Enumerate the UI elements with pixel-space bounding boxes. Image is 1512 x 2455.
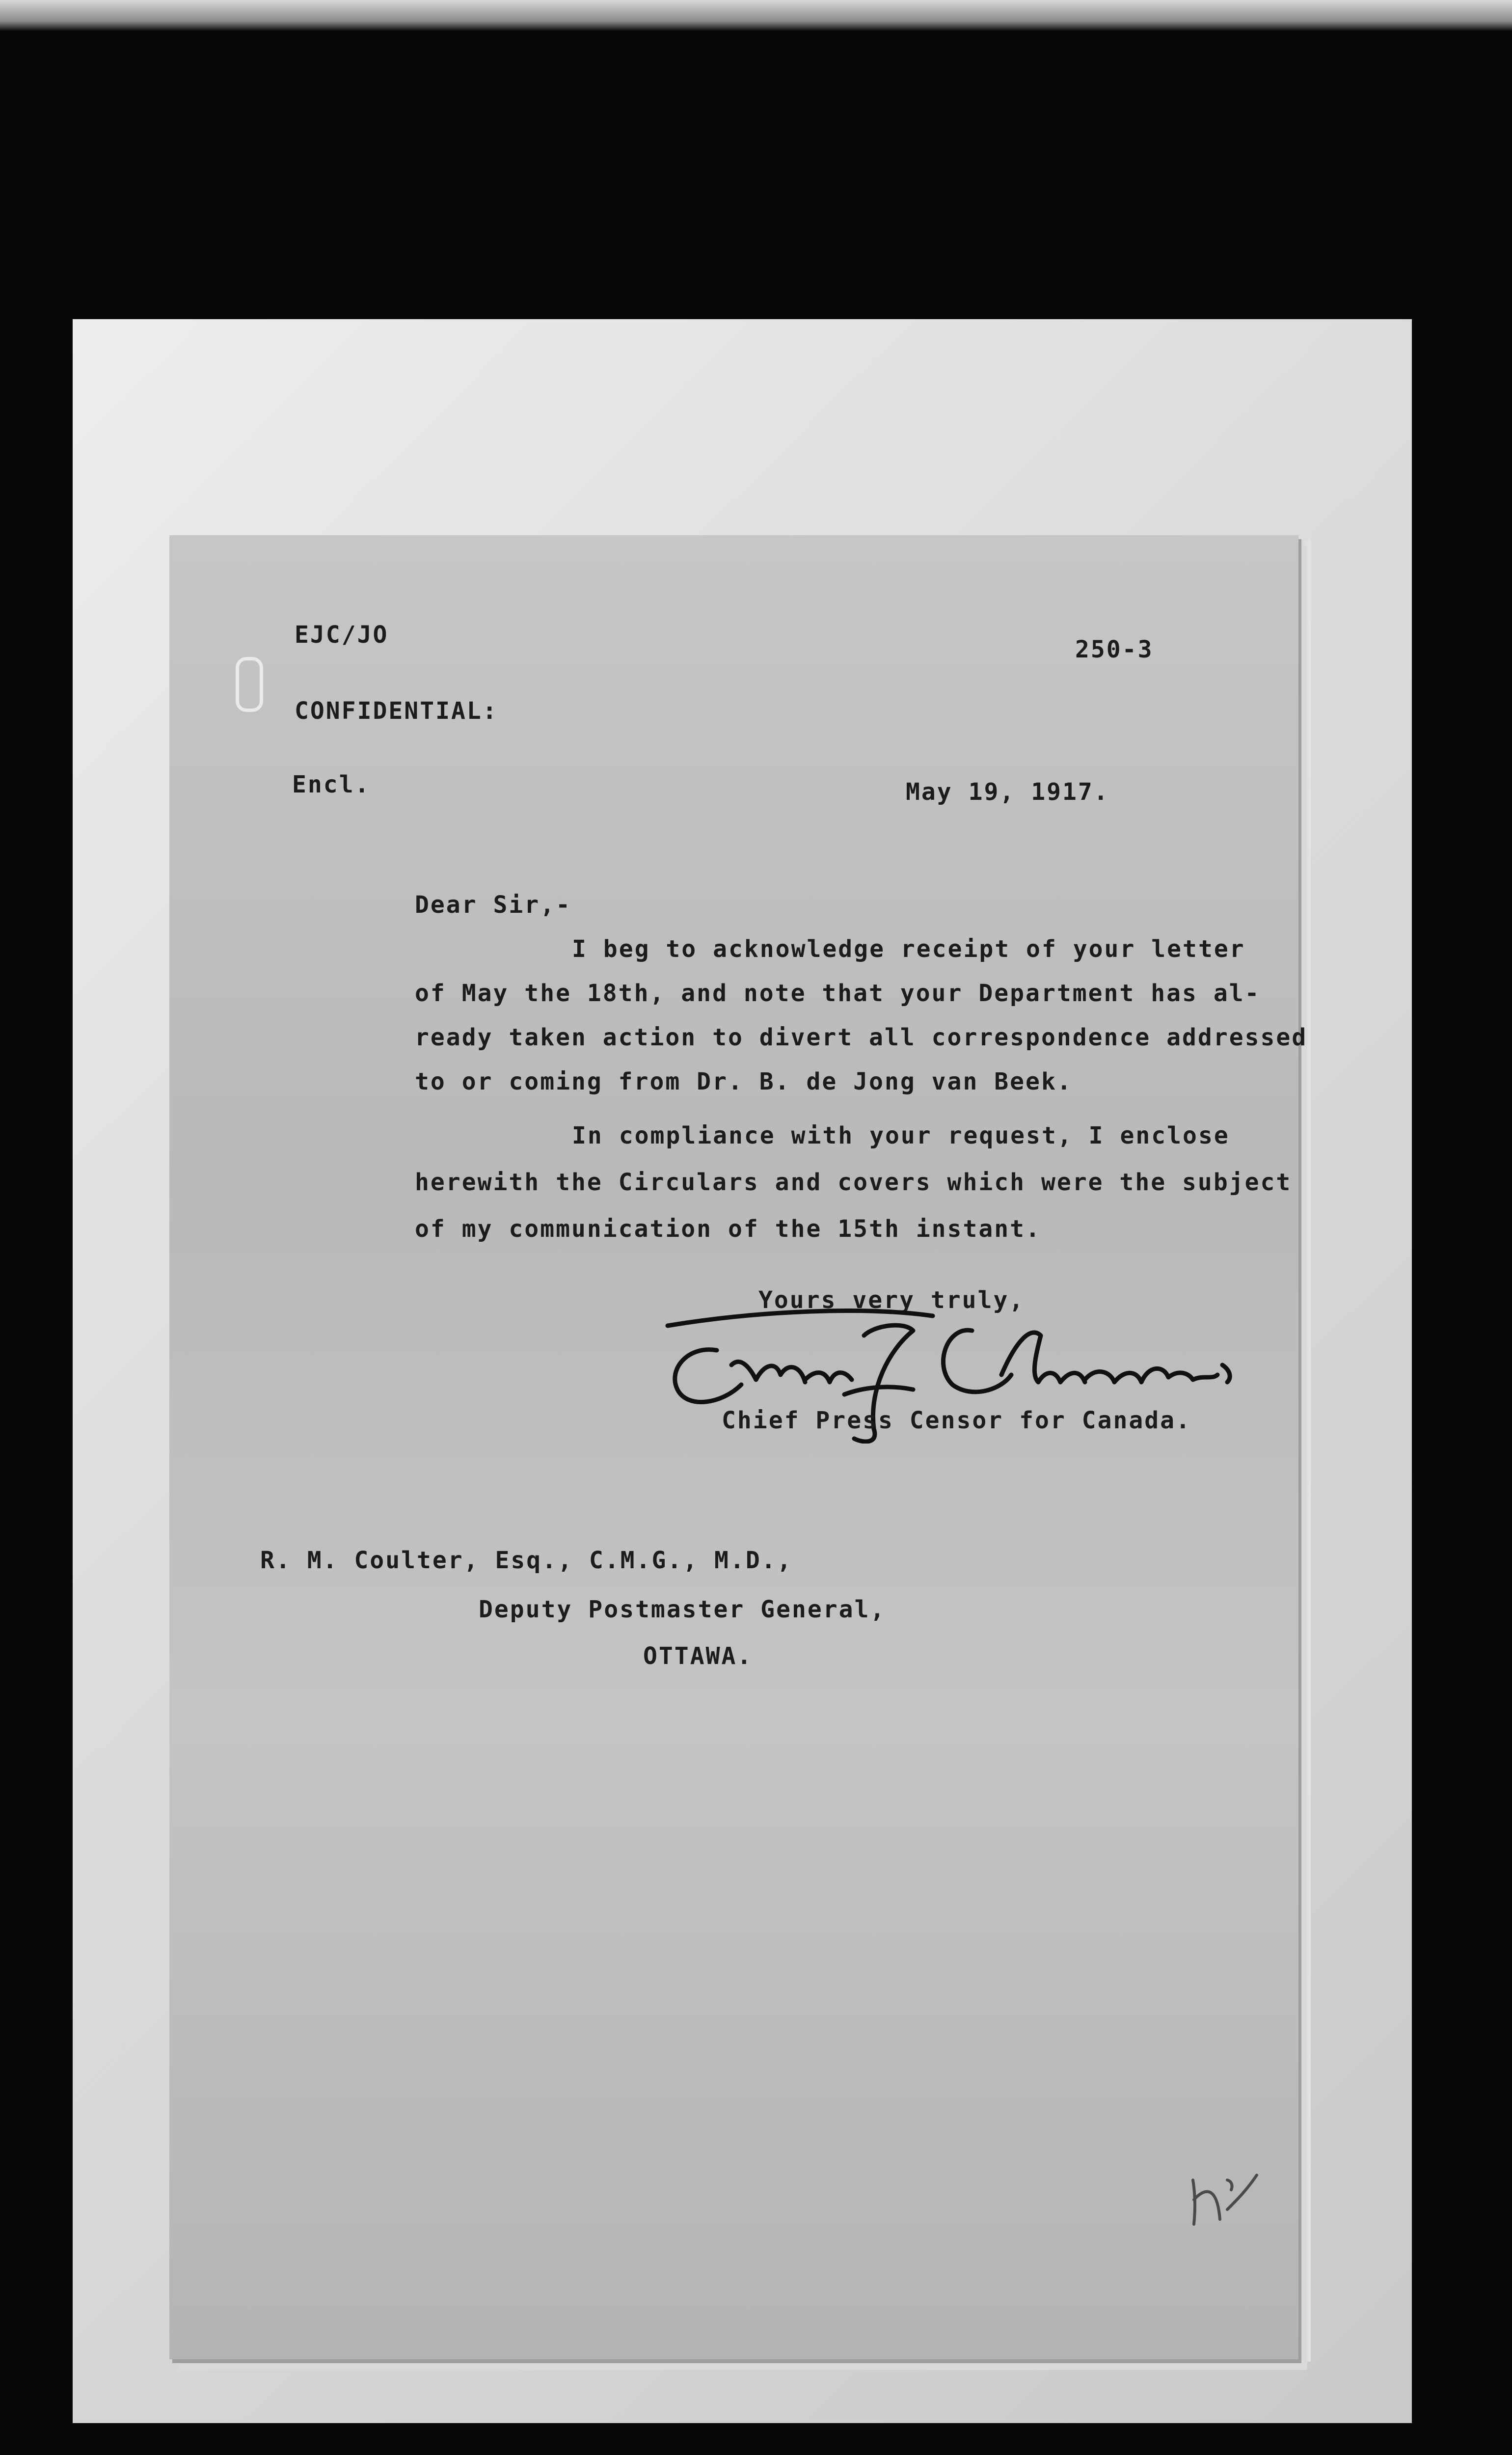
body-line: of May the 18th, and note that your Department has al- xyxy=(415,980,1261,1007)
enclosure-mark: Encl. xyxy=(292,771,371,798)
body-line: In compliance with your request, I enclose xyxy=(572,1122,1230,1149)
letter-page xyxy=(169,535,1298,2359)
recipient-city: OTTAWA. xyxy=(643,1642,753,1670)
salutation: Dear Sir,- xyxy=(415,891,571,919)
recipient-name: R. M. Coulter, Esq., C.M.G., M.D., xyxy=(260,1547,793,1574)
body-line: ready taken action to divert all correspondence addressed xyxy=(415,1024,1308,1051)
body-line: of my communication of the 15th instant. xyxy=(415,1215,1041,1243)
body-line: herewith the Circulars and covers which were the subject xyxy=(415,1169,1292,1196)
letter-date: May 19, 1917. xyxy=(906,778,1109,806)
signatory-title: Chief Press Censor for Canada. xyxy=(722,1407,1191,1434)
body-line: to or coming from Dr. B. de Jong van Beek. xyxy=(415,1068,1073,1095)
letter-reference: EJC/JO xyxy=(295,621,389,649)
handwritten-initials xyxy=(1173,2151,1281,2239)
film-top-edge xyxy=(0,0,1512,30)
body-line: I beg to acknowledge receipt of your letter xyxy=(572,935,1245,963)
paper-clip-icon xyxy=(236,657,263,712)
recipient-position: Deputy Postmaster General, xyxy=(479,1596,886,1623)
classification-mark: CONFIDENTIAL: xyxy=(295,697,498,725)
file-number: 250-3 xyxy=(1075,636,1154,663)
closing: Yours very truly, xyxy=(758,1286,1025,1314)
